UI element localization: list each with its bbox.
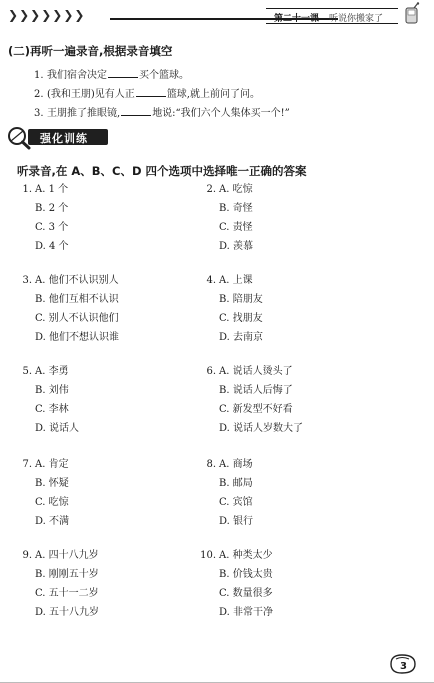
option: [196, 493, 253, 512]
header-chevrons: [8, 8, 84, 22]
chevron-icon: ❯: [63, 8, 74, 22]
option: [196, 381, 303, 400]
option-c[interactable]: C. 五十一二岁: [35, 588, 99, 599]
option-b[interactable]: B. 刘伟: [35, 385, 69, 396]
option-a[interactable]: A. 1 个: [35, 184, 69, 195]
option: [196, 328, 263, 347]
option: [196, 218, 253, 237]
item-text-before: 王朋推了推眼镜,: [47, 108, 121, 119]
option-a[interactable]: A. 商场: [219, 459, 253, 470]
page-number: 3: [400, 661, 407, 672]
question: [196, 546, 273, 622]
option: [12, 362, 79, 381]
option-b[interactable]: B. 刚刚五十岁: [35, 569, 99, 580]
item-number: 3.: [34, 108, 44, 119]
option-c[interactable]: C. 宾馆: [219, 497, 253, 508]
item-number: 2.: [34, 89, 44, 100]
fill-item: [34, 104, 290, 119]
question: [12, 546, 99, 622]
instruction: 听录音,在 A、B、C、D 四个选项中选择唯一正确的答案: [17, 164, 307, 178]
option-a[interactable]: A. 四十八九岁: [35, 550, 99, 561]
question-number: 9.: [22, 550, 32, 561]
chevron-icon: ❯: [8, 8, 19, 22]
option: [196, 584, 273, 603]
option-c[interactable]: C. 吃惊: [35, 497, 69, 508]
option-d[interactable]: D. 不满: [35, 516, 70, 527]
option: [196, 474, 253, 493]
option-d[interactable]: D. 羡慕: [219, 241, 254, 252]
question-number: 10.: [200, 550, 216, 561]
option: [12, 290, 119, 309]
option-a[interactable]: A. 吃惊: [219, 184, 253, 195]
option: [196, 455, 253, 474]
option: [12, 271, 119, 290]
chevron-icon: ❯: [30, 8, 41, 22]
option: [196, 512, 253, 531]
question: [196, 455, 253, 531]
item-text-after: 买个篮球。: [139, 70, 189, 81]
chevron-icon: ❯: [74, 8, 85, 22]
option-a[interactable]: A. 种类太少: [219, 550, 273, 561]
option: [196, 565, 273, 584]
item-text-before: 我们宿舍决定: [47, 70, 107, 81]
option-d[interactable]: D. 银行: [219, 516, 254, 527]
option-b[interactable]: B. 奇怪: [219, 203, 253, 214]
option: [12, 309, 119, 328]
option: [196, 271, 263, 290]
option-a[interactable]: A. 上课: [219, 275, 253, 286]
option: [12, 237, 69, 256]
question: [12, 455, 69, 531]
option: [12, 381, 79, 400]
question-number: 3.: [22, 275, 32, 286]
option-d[interactable]: D. 他们不想认识谁: [35, 332, 120, 343]
question: [196, 180, 253, 256]
option-c[interactable]: C. 李林: [35, 404, 69, 415]
option: [196, 362, 303, 381]
option: [12, 455, 69, 474]
fill-item: [34, 85, 260, 100]
option: [12, 565, 99, 584]
lesson-number: 第二十一课: [274, 14, 320, 24]
option: [12, 180, 69, 199]
option: [196, 199, 253, 218]
item-text-after: 篮球,就上前问了问。: [166, 89, 260, 100]
question-number: 5.: [22, 366, 32, 377]
practice-banner: [6, 126, 114, 148]
option: [196, 309, 263, 328]
question-number: 1.: [22, 184, 32, 195]
option: [12, 546, 99, 565]
question-number: 6.: [206, 366, 216, 377]
option-b[interactable]: B. 他们互相不认识: [35, 294, 119, 305]
option-b[interactable]: B. 怀疑: [35, 478, 69, 489]
option: [12, 584, 99, 603]
banner-label: 强化训练: [40, 132, 88, 145]
answer-blank[interactable]: [121, 106, 151, 116]
item-text-before: (我和王朋)见有人正: [47, 89, 135, 100]
option-b[interactable]: B. 说话人后悔了: [219, 385, 293, 396]
option: [196, 419, 303, 438]
option: [12, 400, 79, 419]
magnifier-icon: [6, 126, 32, 150]
option-c[interactable]: C. 数量很多: [219, 588, 273, 599]
option-b[interactable]: B. 邮局: [219, 478, 253, 489]
question: [12, 180, 69, 256]
question: [12, 362, 79, 438]
option-c[interactable]: C. 新发型不好看: [219, 404, 293, 415]
question-number: 4.: [206, 275, 216, 286]
option-d[interactable]: D. 非常干净: [219, 607, 274, 618]
option: [196, 180, 253, 199]
item-text-after: 地说:“我们六个人集体买一个!”: [152, 108, 290, 119]
option: [12, 419, 79, 438]
option-c[interactable]: C. 别人不认识他们: [35, 313, 119, 324]
option-b[interactable]: B. 陪朋友: [219, 294, 263, 305]
option: [196, 400, 303, 419]
option: [12, 218, 69, 237]
answer-blank[interactable]: [136, 87, 166, 97]
option-a[interactable]: A. 他们不认识别人: [35, 275, 119, 286]
option-d[interactable]: D. 五十八九岁: [35, 607, 100, 618]
section-heading: (二)再听一遍录音,根据录音填空: [8, 44, 173, 58]
lesson-title: 听说你搬家了: [329, 14, 384, 24]
option-b[interactable]: B. 价钱太贵: [219, 569, 273, 580]
option: [196, 603, 273, 622]
question: [12, 271, 119, 347]
answer-blank[interactable]: [108, 68, 138, 78]
chevron-icon: ❯: [41, 8, 52, 22]
option: [196, 290, 263, 309]
option-a[interactable]: A. 李勇: [35, 366, 69, 377]
option-d[interactable]: D. 说话人岁数大了: [219, 423, 304, 434]
option: [12, 474, 69, 493]
option: [12, 199, 69, 218]
option-d[interactable]: D. 说话人: [35, 423, 80, 434]
question-number: 7.: [22, 459, 32, 470]
chevron-icon: ❯: [19, 8, 30, 22]
option: [12, 493, 69, 512]
mobile-phone-icon: [402, 2, 422, 24]
header-tab: [274, 11, 383, 24]
question-number: 2.: [206, 184, 216, 195]
question: [196, 362, 303, 438]
fill-item: [34, 66, 189, 81]
chevron-icon: ❯: [52, 8, 63, 22]
option-d[interactable]: D. 4 个: [35, 241, 69, 252]
option-a[interactable]: A. 说话人烫头了: [219, 366, 293, 377]
option-d[interactable]: D. 去南京: [219, 332, 264, 343]
option: [12, 328, 119, 347]
option: [12, 603, 99, 622]
option-a[interactable]: A. 肯定: [35, 459, 69, 470]
question-number: 8.: [206, 459, 216, 470]
option: [196, 237, 253, 256]
option-c[interactable]: C. 找朋友: [219, 313, 263, 324]
option: [196, 546, 273, 565]
option: [12, 512, 69, 531]
question: [196, 271, 263, 347]
option-c[interactable]: C. 3 个: [35, 222, 69, 233]
option-c[interactable]: C. 责怪: [219, 222, 253, 233]
option-b[interactable]: B. 2 个: [35, 203, 69, 214]
item-number: 1.: [34, 70, 44, 81]
